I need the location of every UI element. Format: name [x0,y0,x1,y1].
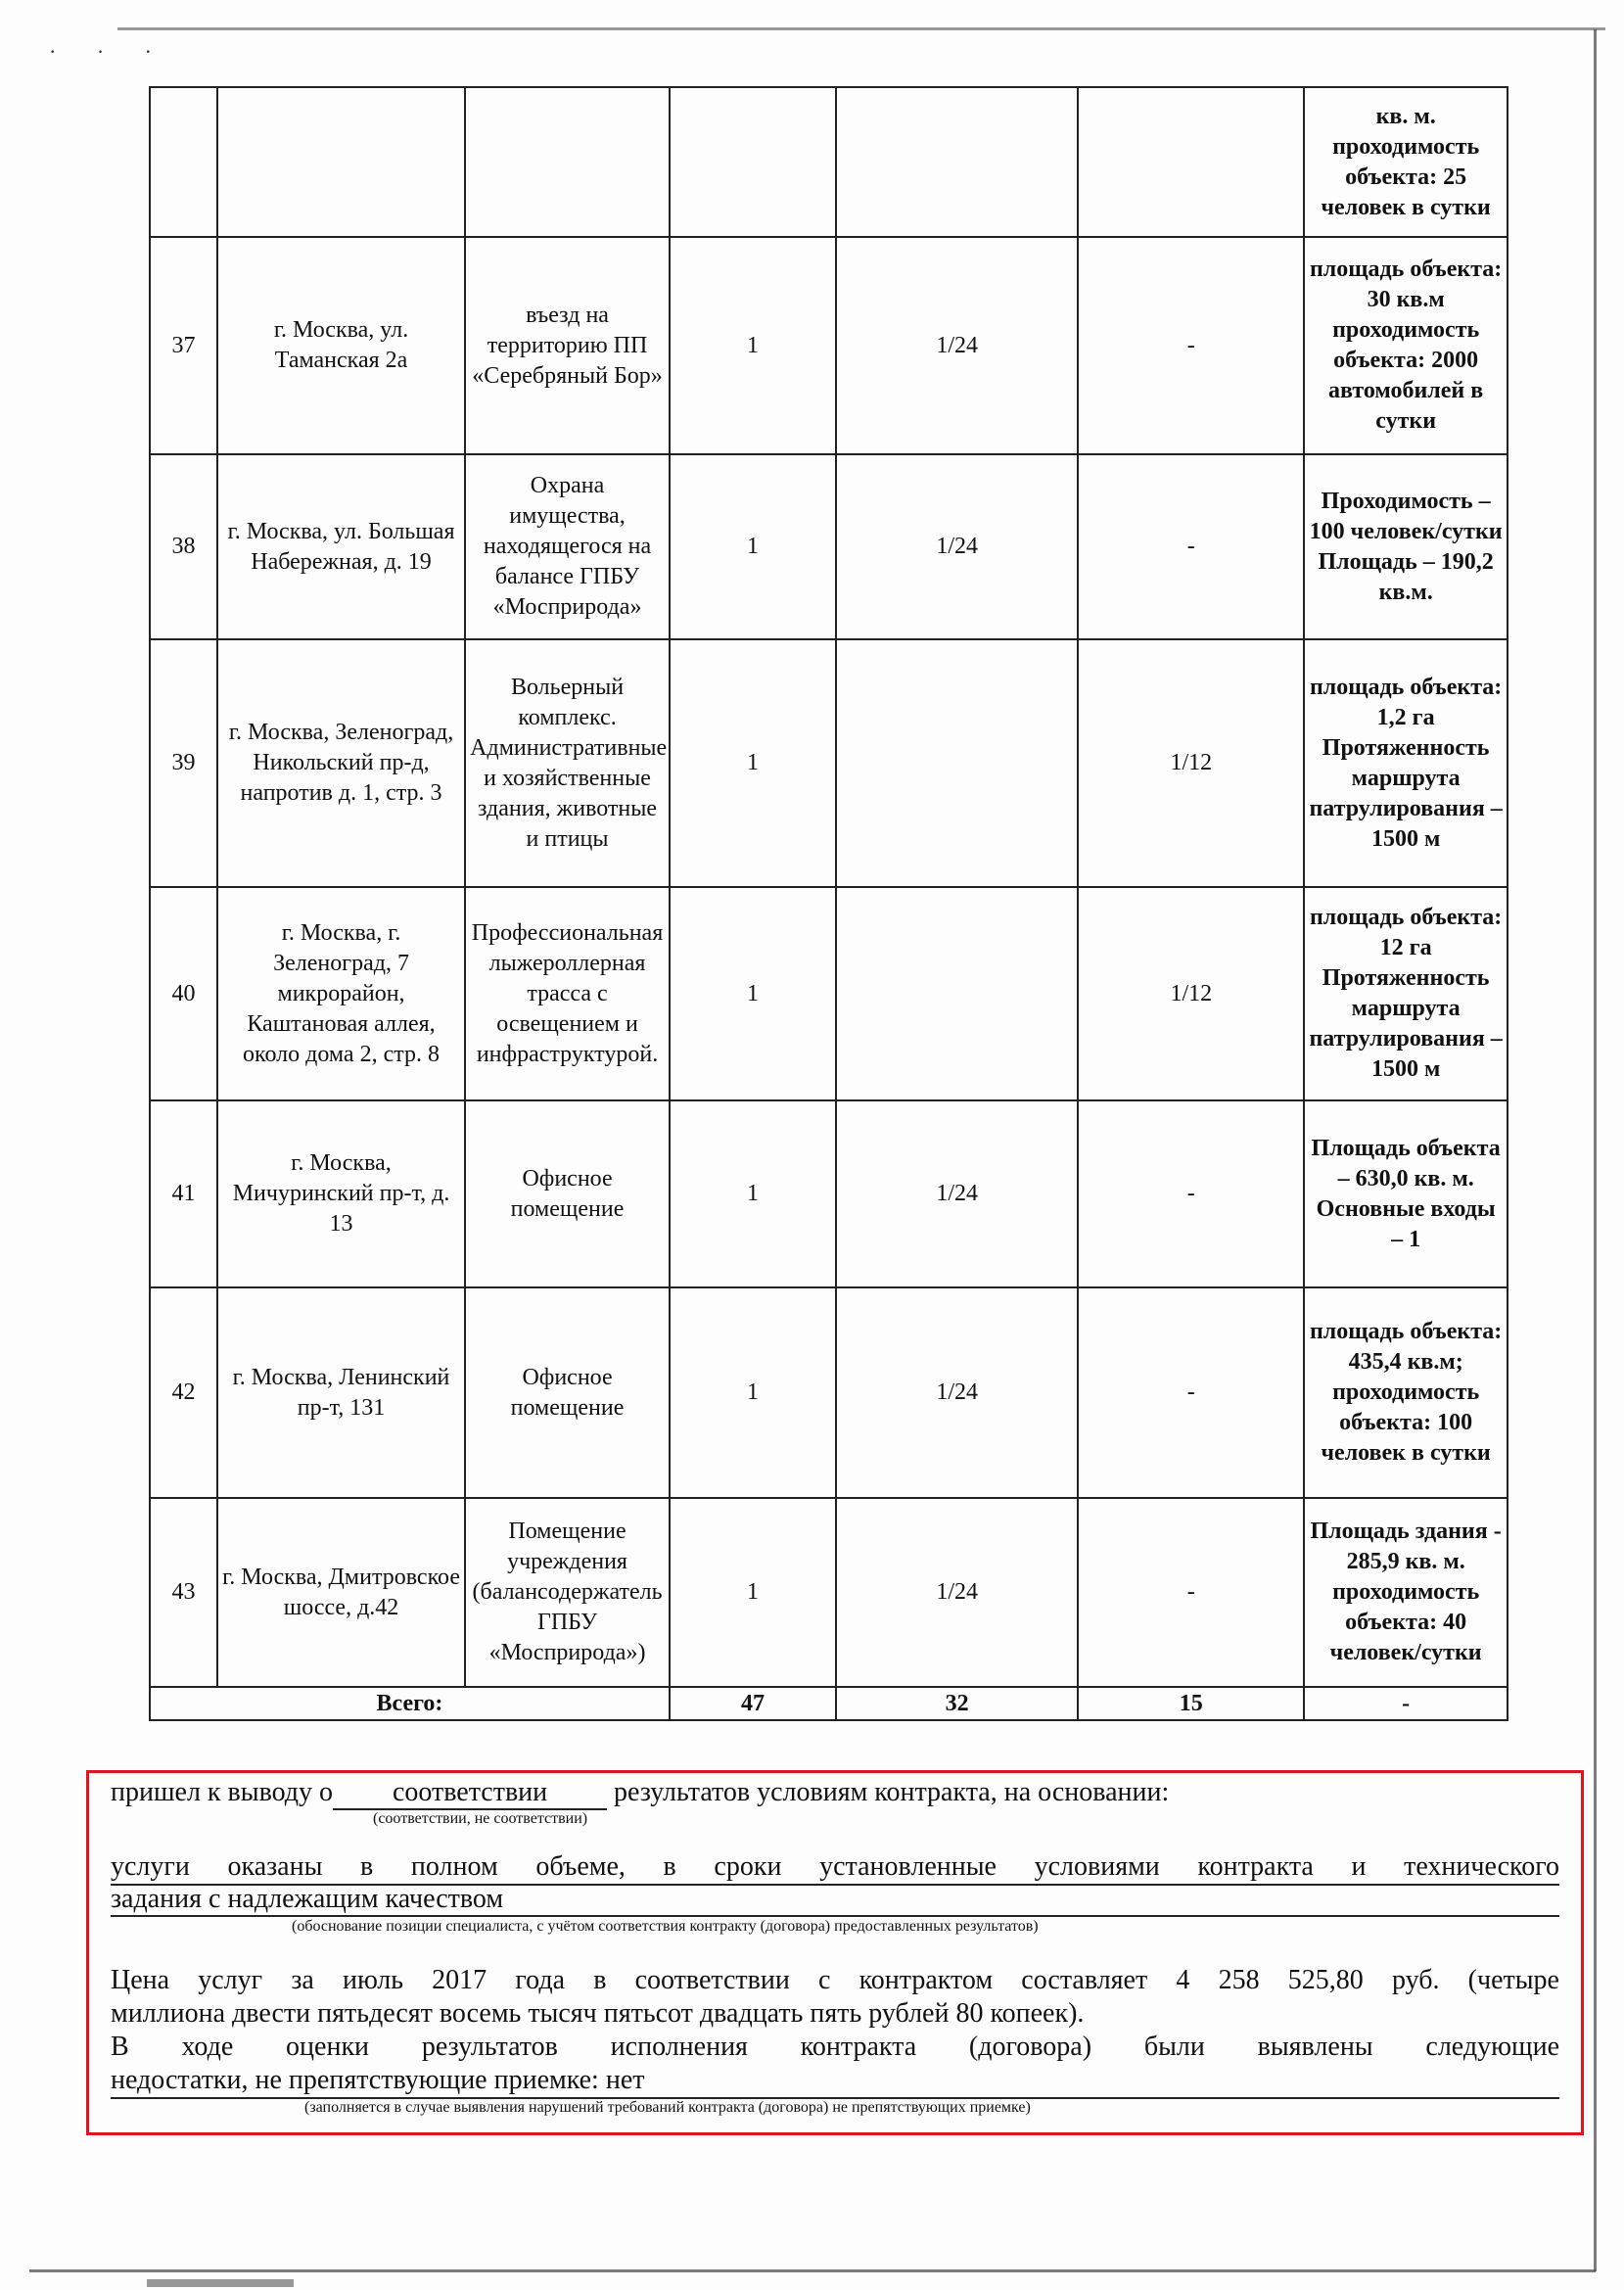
table-row [150,887,1508,1100]
row-quantity: 1 [670,1498,836,1687]
row-number: 43 [150,1498,217,1687]
row-frequency-a: 1/24 [836,1498,1078,1687]
row-description: площадь объекта: 12 га Протяженность маршрута патрулирования – 1500 м [1304,887,1508,1100]
conclusion-value-caption: (соответствии, не соответствии) [373,1810,588,1827]
total-quantity: 47 [670,1687,836,1720]
row-frequency-b: - [1078,237,1304,454]
row-description: Площадь объекта – 630,0 кв. м. Основные входы – 1 [1304,1100,1508,1287]
conclusion-value: соответствии [333,1777,607,1810]
row-description: Проходимость – 100 человек/сутки Площадь – 190,2 кв.м. [1304,454,1508,639]
total-frequency-a: 32 [836,1687,1078,1720]
row-description: кв. м. проходимость объекта: 25 человек в сутки [1304,87,1508,237]
row-frequency-b: - [1078,1100,1304,1287]
row-object: Офисное помещение [465,1287,670,1498]
defects-caption: (заполняется в случае выявления нарушений требований контракта (договора) не препятствующих приемке) [304,2099,1031,2116]
price-text-line-1: Цена услуг за июль 2017 года в соответствии с контрактом составляет 4 258 525,80 руб. (четыре [111,1965,1559,1995]
row-address: г. Москва, ул. Таманская 2а [217,237,465,454]
row-quantity: 1 [670,454,836,639]
conclusion-highlight-box [86,1770,1584,2135]
row-number: 38 [150,454,217,639]
row-number [150,87,217,237]
row-number: 41 [150,1100,217,1287]
row-frequency-b: 1/12 [1078,639,1304,887]
basis-text-line-2: задания с надлежащим качеством [111,1884,504,1914]
price-text-line-2: миллиона двести пятьдесят восемь тысяч пятьсот двадцать пять рублей 80 копеек). [111,1998,1085,2029]
row-object: въезд на территорию ПП «Серебряный Бор» [465,237,670,454]
row-description: площадь объекта: 30 кв.м проходимость объекта: 2000 автомобилей в сутки [1304,237,1508,454]
scan-bottom-mark [147,2279,294,2287]
total-frequency-b: 15 [1078,1687,1304,1720]
row-frequency-b [1078,87,1304,237]
row-address: г. Москва, ул. Большая Набережная, д. 19 [217,454,465,639]
scan-edge-top [117,27,1605,30]
table-row [150,1287,1508,1498]
row-frequency-b: 1/12 [1078,887,1304,1100]
row-address: г. Москва, Зеленоград, Никольский пр-д, напротив д. 1, стр. 3 [217,639,465,887]
table-row [150,639,1508,887]
row-frequency-b: - [1078,1498,1304,1687]
row-frequency-a: 1/24 [836,1100,1078,1287]
row-frequency-a [836,639,1078,887]
row-frequency-a: 1/24 [836,237,1078,454]
row-frequency-a [836,887,1078,1100]
basis-caption: (обоснование позиции специалиста, с учётом соответствия контракту (договора) предоставленных результатов) [292,1918,1039,1935]
row-address: г. Москва, Ленинский пр-т, 131 [217,1287,465,1498]
row-frequency-b: - [1078,1287,1304,1498]
row-frequency-b: - [1078,454,1304,639]
row-object: Офисное помещение [465,1100,670,1287]
row-address: г. Москва, Дмитровское шоссе, д.42 [217,1498,465,1687]
row-object: Охрана имущества, находящегося на балансе ГПБУ «Мосприрода» [465,454,670,639]
row-object: Профессиональная лыжероллерная трасса с освещением и инфраструктурой. [465,887,670,1100]
scan-specks: · · · [49,39,169,64]
scan-edge-bottom [29,2269,1596,2272]
row-quantity [670,87,836,237]
row-object: Помещение учреждения (балансодержатель ГПБУ «Мосприрода») [465,1498,670,1687]
row-description: Площадь здания - 285,9 кв. м. проходимость объекта: 40 человек/сутки [1304,1498,1508,1687]
row-quantity: 1 [670,237,836,454]
basis-text-line-1: услуги оказаны в полном объеме, в сроки установленные условиями контракта и технического [111,1851,1559,1882]
row-number: 42 [150,1287,217,1498]
table-row [150,1100,1508,1287]
row-description: площадь объекта: 435,4 кв.м; проходимость объекта: 100 человек в сутки [1304,1287,1508,1498]
table-row [150,454,1508,639]
row-object [465,87,670,237]
conclusion-suffix: результатов условиям контракта, на основании: [614,1777,1170,1807]
objects-table [149,86,1508,1721]
row-address: г. Москва, г. Зеленоград, 7 микрорайон, Каштановая аллея, около дома 2, стр. 8 [217,887,465,1100]
row-quantity: 1 [670,639,836,887]
defects-text-line-1: В ходе оценки результатов исполнения контракта (договора) были выявлены следующие [111,2032,1559,2062]
row-frequency-a: 1/24 [836,454,1078,639]
row-quantity: 1 [670,1287,836,1498]
row-quantity: 1 [670,887,836,1100]
row-number: 37 [150,237,217,454]
row-frequency-a [836,87,1078,237]
basis-underline-2 [111,1915,1559,1917]
conclusion-line [111,1777,1169,1810]
defects-text-line-2: недостатки, не препятствующие приемке: нет [111,2065,645,2095]
row-description: площадь объекта: 1,2 га Протяженность маршрута патрулирования – 1500 м [1304,639,1508,887]
row-address: г. Москва, Мичуринский пр-т, д. 13 [217,1100,465,1287]
total-description: - [1304,1687,1508,1720]
row-number: 39 [150,639,217,887]
row-object: Вольерный комплекс. Административные и хозяйственные здания, животные и птицы [465,639,670,887]
scan-edge-right [1594,29,1597,2271]
row-number: 40 [150,887,217,1100]
table-row [150,87,1508,237]
row-frequency-a: 1/24 [836,1287,1078,1498]
table-row [150,1498,1508,1687]
table-row [150,237,1508,454]
row-quantity: 1 [670,1100,836,1287]
table-total-row [150,1687,1508,1720]
total-label: Всего: [150,1687,670,1720]
row-address [217,87,465,237]
conclusion-prefix: пришел к выводу о [111,1777,334,1807]
